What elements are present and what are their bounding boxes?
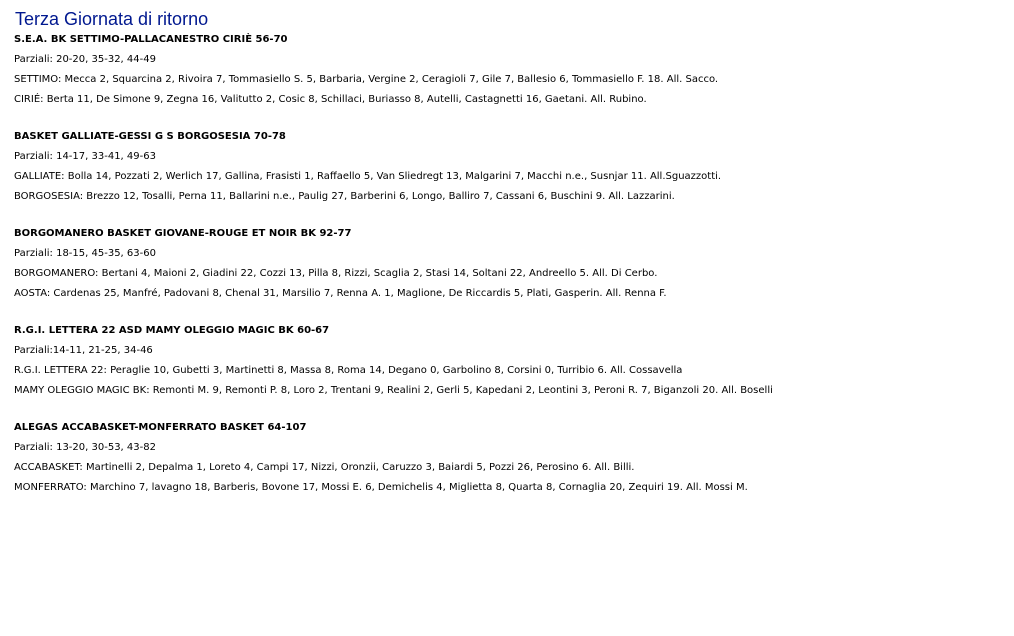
home-team-lineup: SETTIMO: Mecca 2, Squarcina 2, Rivoira 7, Tommasiello S. 5, Barbaria, Vergine 2, Ceragioli 7, Gile 7, Ballesio 6, Tommasiello F. 18. All. Sacco.	[14, 74, 719, 85]
away-team-lineup: MONFERRATO: Marchino 7, lavagno 18, Barberis, Bovone 17, Mossi E. 6, Demichelis 4, Miglietta 8, Quarta 8, Cornaglia 20, Zequiri 19. All. Mossi M.	[14, 482, 748, 493]
game-result-5	[14, 418, 1004, 498]
game-parziali: Parziali: 13-20, 30-53, 43-82	[14, 442, 156, 453]
home-team-lineup: R.G.I. LETTERA 22: Peraglie 10, Gubetti 3, Martinetti 8, Massa 8, Roma 14, Degano 0, Garbolino 8, Corsini 0, Turribio 6. All. Cossavella	[14, 365, 683, 376]
game-result-3	[14, 224, 1004, 304]
home-team-lineup: BORGOMANERO: Bertani 4, Maioni 2, Giadini 22, Cozzi 13, Pilla 8, Rizzi, Scaglia 2, Stasi 14, Soltani 22, Andreello 5. All. Di Cerbo.	[14, 268, 658, 279]
game-score: BORGOMANERO BASKET GIOVANE-ROUGE ET NOIR BK 92-77	[14, 228, 352, 239]
game-parziali: Parziali: 14-17, 33-41, 49-63	[14, 151, 156, 162]
game-score: BASKET GALLIATE-GESSI G S BORGOSESIA 70-78	[14, 131, 286, 142]
away-team-lineup: AOSTA: Cardenas 25, Manfré, Padovani 8, Chenal 31, Marsilio 7, Renna A. 1, Maglione, De Riccardis 5, Plati, Gasperin. All. Renna F.	[14, 288, 667, 299]
game-parziali: Parziali:14-11, 21-25, 34-46	[14, 345, 153, 356]
home-team-lineup: GALLIATE: Bolla 14, Pozzati 2, Werlich 17, Gallina, Frasisti 1, Raffaello 5, Van Sliedregt 13, Malgarini 7, Macchi n.e., Susnjar 11. All.Sguazzotti.	[14, 171, 722, 182]
away-team-lineup: BORGOSESIA: Brezzo 12, Tosalli, Perna 11, Ballarini n.e., Paulig 27, Barberini 6, Longo, Balliro 7, Cassani 6, Buschini 9. All. Lazzarini.	[14, 191, 675, 202]
home-team-lineup: ACCABASKET: Martinelli 2, Depalma 1, Loreto 4, Campi 17, Nizzi, Oronzii, Caruzzo 3, Baiardi 5, Pozzi 26, Perosino 6. All. Billi.	[14, 462, 635, 473]
game-result-1	[14, 30, 1004, 110]
game-score: ALEGAS ACCABASKET-MONFERRATO BASKET 64-107	[14, 422, 307, 433]
page-content	[14, 8, 1004, 498]
game-result-4	[14, 321, 1004, 401]
game-parziali: Parziali: 18-15, 45-35, 63-60	[14, 248, 156, 259]
game-parziali: Parziali: 20-20, 35-32, 44-49	[14, 54, 156, 65]
game-score: R.G.I. LETTERA 22 ASD MAMY OLEGGIO MAGIC BK 60-67	[14, 325, 330, 336]
game-result-2	[14, 127, 1004, 207]
away-team-lineup: CIRIÉ: Berta 11, De Simone 9, Zegna 16, Valitutto 2, Cosic 8, Schillaci, Buriasso 8, Autelli, Castagnetti 16, Gaetani. All. Rubino.	[14, 94, 647, 105]
page-title: Terza Giornata di ritorno	[15, 9, 209, 29]
game-score: S.E.A. BK SETTIMO-PALLACANESTRO CIRIÈ 56-70	[14, 34, 288, 45]
away-team-lineup: MAMY OLEGGIO MAGIC BK: Remonti M. 9, Remonti P. 8, Loro 2, Trentani 9, Realini 2, Gerli 5, Kapedani 2, Leontini 3, Peroni R. 7, Biganzoli 20. All. Boselli	[14, 385, 773, 396]
